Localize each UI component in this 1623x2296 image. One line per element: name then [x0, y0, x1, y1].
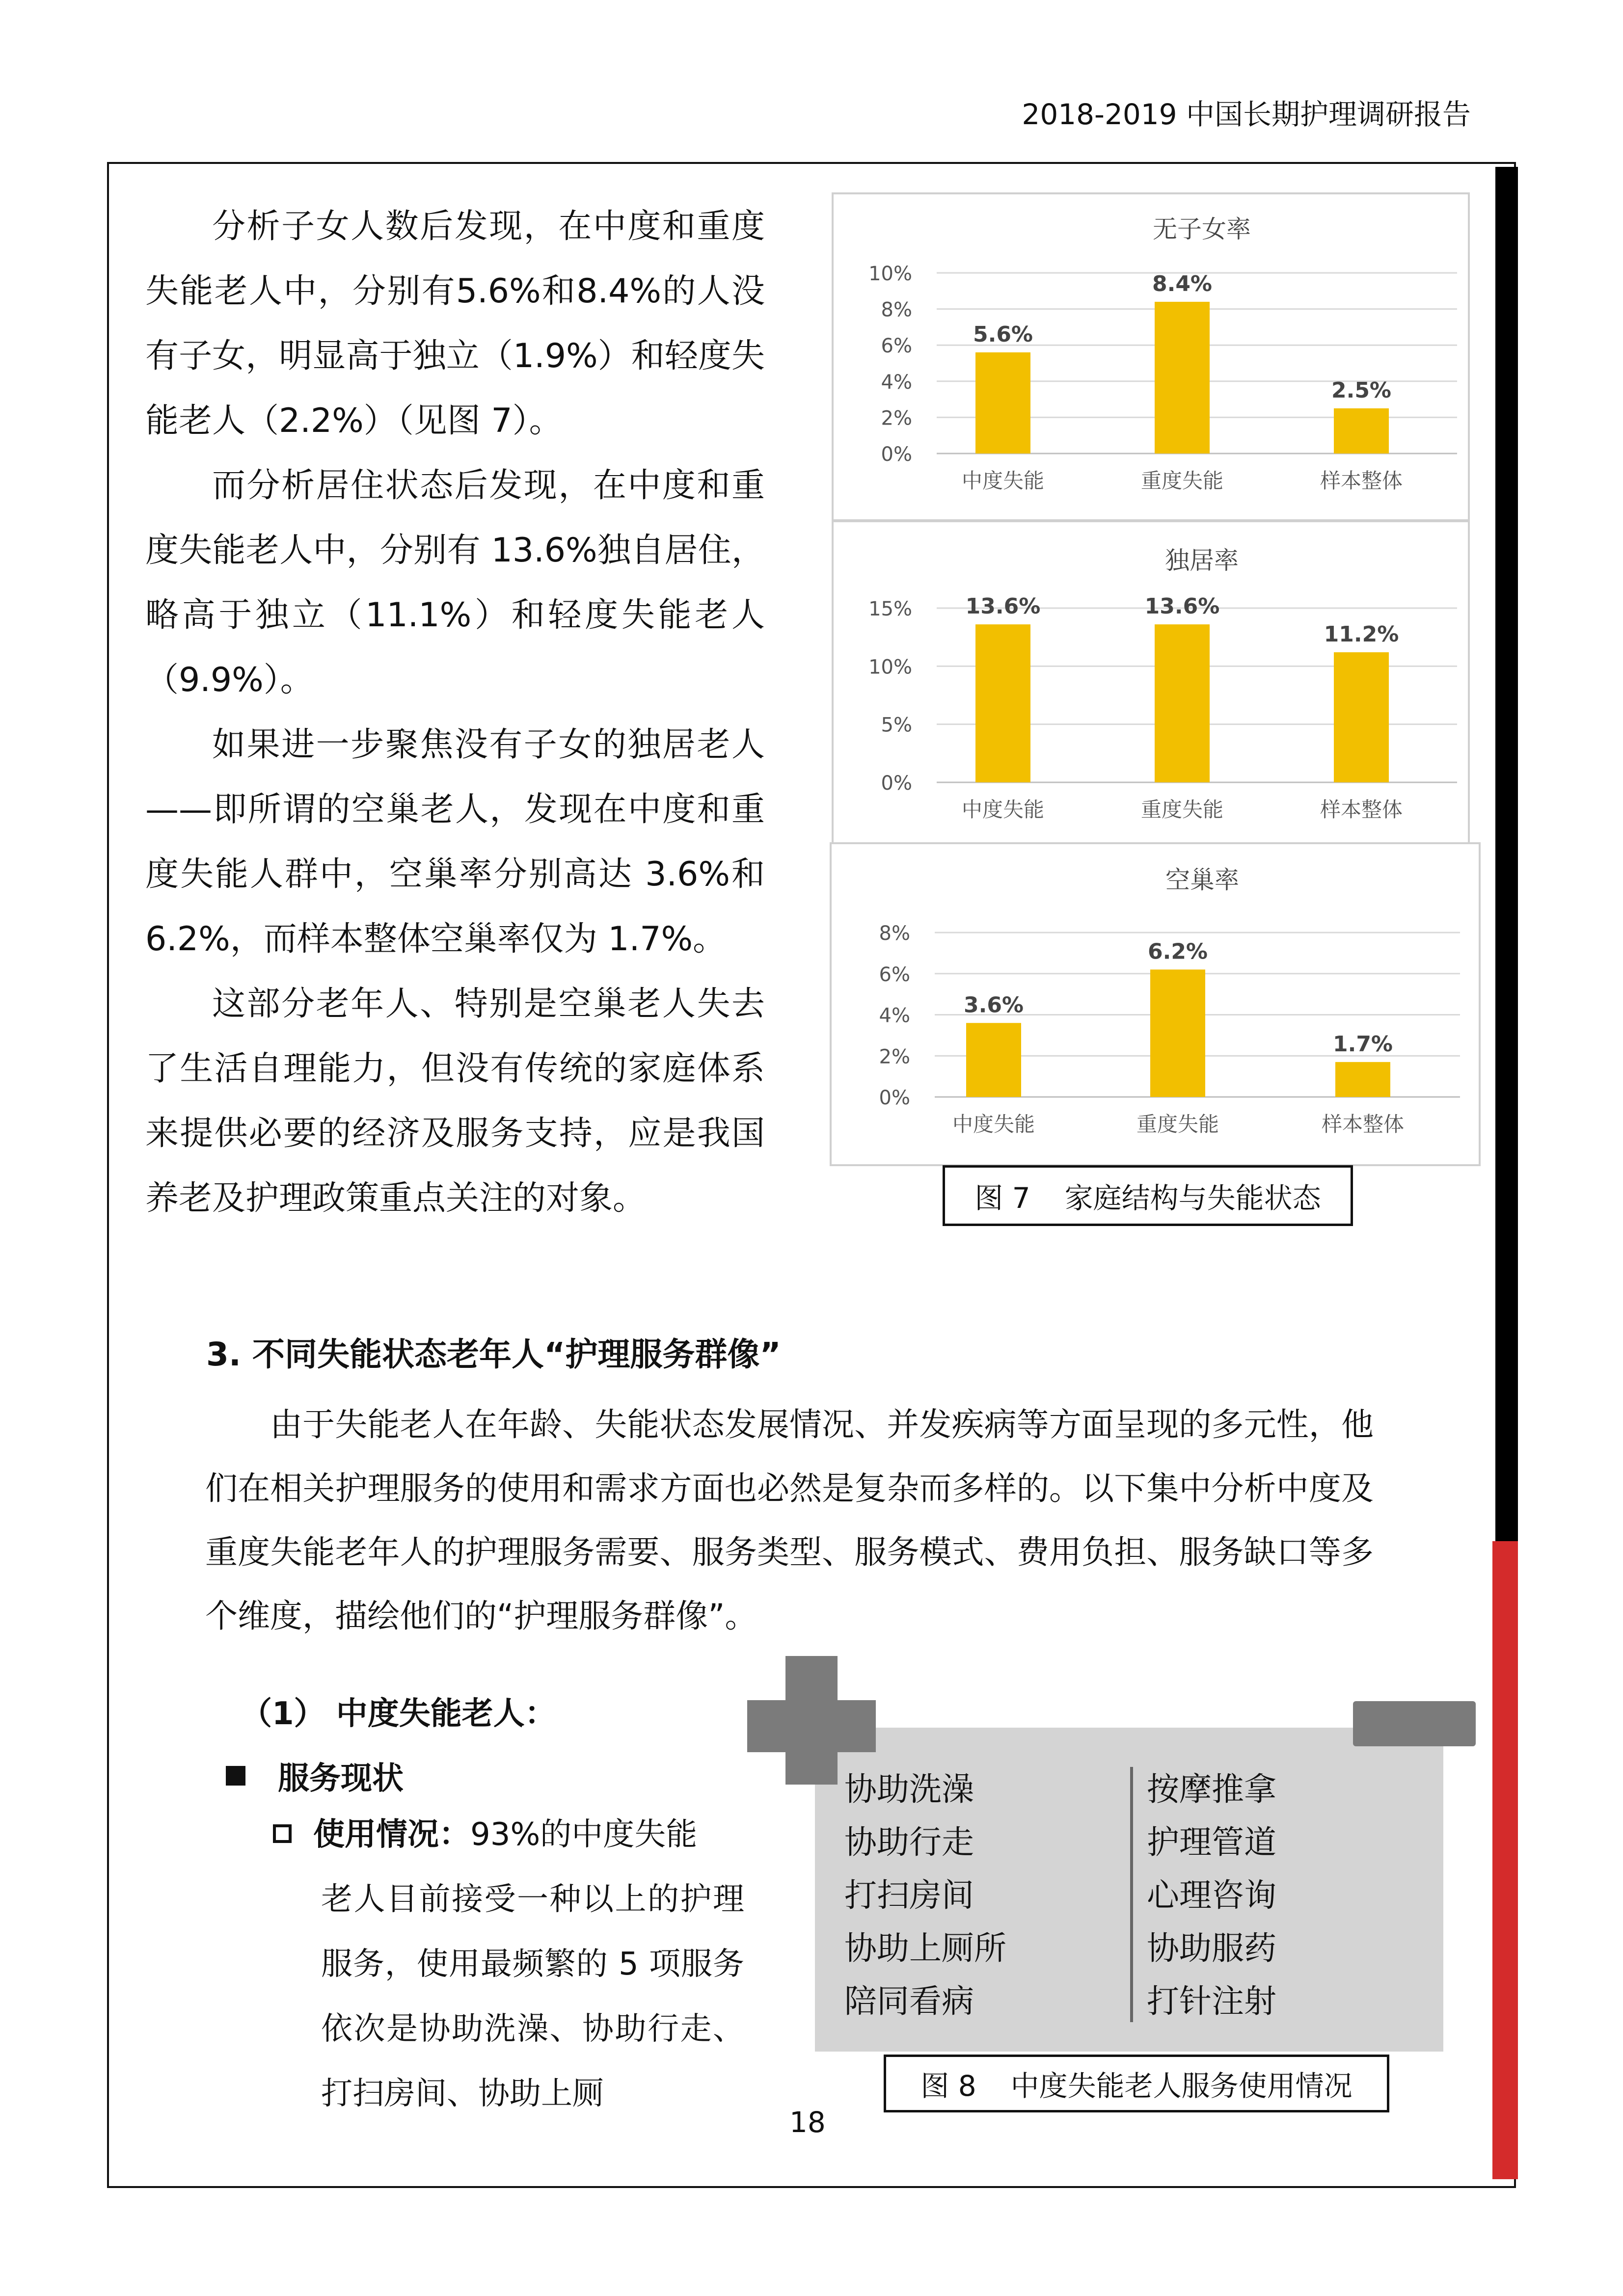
- x-tick-label: 中度失能: [952, 1112, 1035, 1136]
- y-tick-label: 0%: [881, 443, 912, 466]
- data-label: 11.2%: [1324, 621, 1399, 647]
- y-tick-label: 0%: [879, 1087, 910, 1109]
- x-tick-label: 样本整体: [1321, 1112, 1405, 1136]
- bullet-square-icon: [226, 1766, 245, 1786]
- side-bar-black: [1495, 167, 1518, 1585]
- figure-7-title: 家庭结构与失能状态: [1064, 1181, 1321, 1215]
- bar: [1334, 652, 1389, 782]
- service-item: 按摩推拿: [1147, 1770, 1276, 1808]
- section-3-title: 3. 不同失能状态老年人“护理服务群像”: [206, 1335, 781, 1373]
- chart-title: 空巢率: [1165, 866, 1239, 894]
- bar: [1155, 302, 1210, 454]
- y-tick-label: 6%: [881, 335, 912, 358]
- y-tick-label: 5%: [881, 714, 912, 737]
- figure-7-caption: [943, 1165, 1353, 1226]
- y-tick-label: 2%: [881, 407, 912, 430]
- paragraph-children: 分析子女人数后发现，在中度和重度失能老人中，分别有5.6%和8.4%的人没有子女，明显高于独立（1.9%）和轻度失能老人（2.2%）（见图 7）。: [145, 207, 765, 440]
- service-item: 协助服药: [1147, 1929, 1276, 1967]
- x-tick-label: 重度失能: [1136, 1112, 1219, 1136]
- y-tick-label: 15%: [868, 598, 912, 620]
- usage-label: 使用情况：: [313, 1816, 470, 1853]
- paragraph-policy: 这部分老年人、特别是空巢老人失去了生活自理能力，但没有传统的家庭体系来提供必要的经济及服务支持，应是我国养老及护理政策重点关注的对象。: [145, 985, 765, 1218]
- chart-living-alone-svg: [834, 522, 1472, 846]
- service-item: 心理咨询: [1147, 1876, 1276, 1914]
- chart-living-alone: [832, 520, 1470, 844]
- figure-7-number: 图 7: [974, 1181, 1030, 1215]
- figure-8-number: 图 8: [920, 2069, 976, 2103]
- y-tick-label: 6%: [879, 963, 910, 986]
- service-item: 协助行走: [844, 1823, 974, 1861]
- data-label: 5.6%: [973, 321, 1033, 347]
- figure-8-divider: [1130, 1767, 1133, 2022]
- x-tick-label: 中度失能: [961, 469, 1045, 493]
- paragraph-living: 而分析居住状态后发现，在中度和重度失能老人中，分别有 13.6%独自居住，略高于独立（11.1%）和轻度失能老人（9.9%）。: [145, 466, 765, 699]
- chart-childless-svg: [834, 194, 1472, 523]
- bar: [1334, 408, 1389, 454]
- data-label: 8.4%: [1152, 271, 1213, 296]
- data-label: 6.2%: [1147, 939, 1208, 964]
- bar: [975, 624, 1030, 782]
- figure-8-caption: [884, 2055, 1389, 2112]
- running-header: 2018-2019 中国长期护理调研报告: [1022, 98, 1471, 131]
- data-label: 13.6%: [1144, 594, 1220, 619]
- service-item: 护理管道: [1147, 1823, 1276, 1861]
- section-3-body: [205, 1393, 1374, 1648]
- service-item: 打针注射: [1147, 1982, 1276, 2020]
- usage-first-line: 93%的中度失能: [470, 1816, 698, 1853]
- subsection-moderate-title: （1） 中度失能老人：: [241, 1696, 556, 1732]
- chart-title: 独居率: [1165, 546, 1239, 575]
- page-number: 18: [789, 2106, 826, 2139]
- y-tick-label: 4%: [881, 371, 912, 394]
- y-tick-label: 8%: [879, 922, 910, 945]
- usage-rest: 老人目前接受一种以上的护理服务，使用最频繁的 5 项服务依次是协助洗澡、协助行走、打扫房间、协助上厕: [321, 1881, 744, 2112]
- section-3-paragraph: 由于失能老人在年龄、失能状态发展情况、并发疾病等方面呈现的多元性，他们在相关护理服务的使用和需求方面也必然是复杂而多样的。以下集中分析中度及重度失能老年人的护理服务需要、服务类型、服务模式、费用负担、服务缺口等多个维度，描绘他们的“护理服务群像”。: [205, 1406, 1374, 1635]
- bar: [1155, 624, 1210, 782]
- checkbox-bullet-icon: [273, 1824, 292, 1843]
- y-tick-label: 0%: [881, 772, 912, 795]
- bullet-service-status: [226, 1753, 404, 1798]
- x-tick-label: 中度失能: [961, 798, 1045, 822]
- x-tick-label: 样本整体: [1320, 798, 1403, 822]
- chart-title: 无子女率: [1153, 215, 1251, 243]
- plus-icon-horizontal: [747, 1700, 876, 1752]
- x-tick-label: 重度失能: [1140, 798, 1224, 822]
- service-item: 打扫房间: [844, 1876, 974, 1914]
- bar: [966, 1023, 1021, 1097]
- bar: [1150, 969, 1205, 1097]
- chart-childless: [832, 192, 1470, 521]
- service-item: 协助上厕所: [844, 1929, 1006, 1967]
- minus-icon: [1353, 1701, 1476, 1746]
- data-label: 1.7%: [1332, 1031, 1393, 1057]
- service-item: 陪同看病: [844, 1982, 974, 2020]
- y-tick-label: 10%: [868, 263, 912, 285]
- figure-8-title: 中度失能老人服务使用情况: [1010, 2069, 1352, 2103]
- bullet-service-status-label: 服务现状: [278, 1761, 404, 1797]
- y-tick-label: 10%: [868, 656, 912, 679]
- x-tick-label: 样本整体: [1320, 469, 1403, 493]
- x-tick-label: 重度失能: [1140, 469, 1224, 493]
- data-label: 3.6%: [963, 992, 1024, 1018]
- chart-empty-nest-svg: [832, 844, 1483, 1168]
- data-label: 13.6%: [965, 594, 1041, 619]
- figure-8-right-list: [1147, 1763, 1276, 2028]
- chart-empty-nest: [830, 842, 1481, 1166]
- y-tick-label: 8%: [881, 298, 912, 321]
- paragraph-empty-nest: 如果进一步聚焦没有子女的独居老人——即所谓的空巢老人，发现在中度和重度失能人群中，空巢率分别高达 3.6%和 6.2%，而样本整体空巢率仅为 1.7%。: [145, 725, 765, 959]
- figure-8-left-list: [844, 1763, 1006, 2028]
- data-label: 2.5%: [1331, 378, 1392, 403]
- usage-paragraph: [273, 1802, 744, 2126]
- left-text-column: [145, 194, 765, 1231]
- bar: [1335, 1062, 1390, 1097]
- y-tick-label: 2%: [879, 1045, 910, 1068]
- y-tick-label: 4%: [879, 1004, 910, 1027]
- side-bar-red: [1492, 1541, 1518, 2179]
- service-item: 协助洗澡: [844, 1770, 974, 1808]
- bar: [975, 352, 1030, 454]
